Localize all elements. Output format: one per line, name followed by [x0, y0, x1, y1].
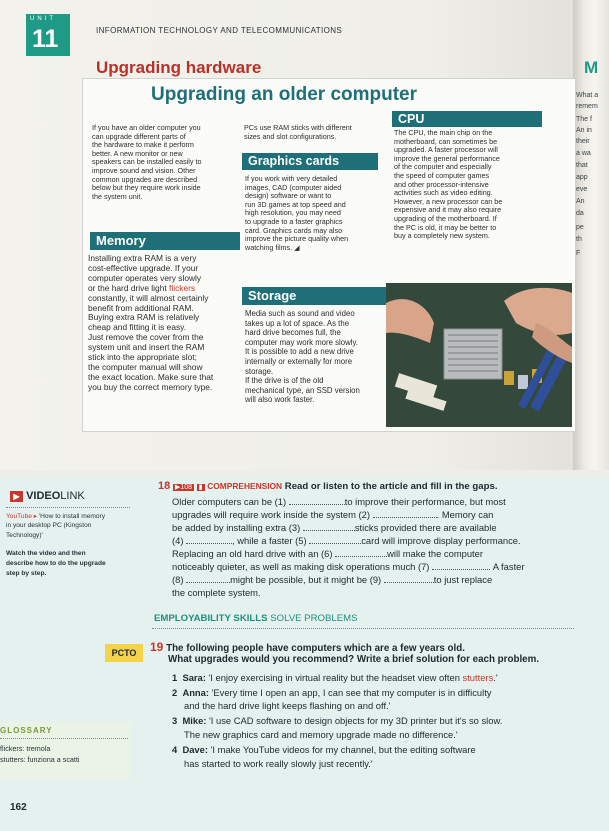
- audio-badge: ▶108: [174, 484, 192, 491]
- ex19-item-cont: The new graphics card and memory upgrade made no difference.': [184, 729, 458, 740]
- side-fragment: An: [576, 198, 585, 205]
- memory-heading: Memory: [90, 232, 240, 250]
- ram-continued: PCs use RAM sticks with different sizes and slot configurations.: [244, 123, 352, 141]
- cpu-heading: CPU: [392, 111, 542, 127]
- graphics-text: If you work with very detailed images, CAD (computer aided design) software or want to run 3D games at top speed and high resolution, you may need to upgrade to a faster graphics card. Graphics cards may also improve the picture quality when watching films. ◢: [245, 174, 349, 252]
- glossary-entry: flickers: tremola: [0, 744, 51, 753]
- side-fragment: What a: [576, 92, 599, 99]
- gap-7[interactable]: [432, 569, 488, 570]
- ex18-line: noticeably quieter, as well as making disk operations much (7) . A faster: [172, 561, 525, 572]
- ex18-line: (4) , while a faster (5) card will improve display performance.: [172, 535, 521, 546]
- unit-tab: [26, 14, 70, 56]
- skills-divider: [152, 628, 574, 629]
- videolink-box: [4, 484, 132, 592]
- reading-icon: ▮: [198, 484, 203, 491]
- gap-4[interactable]: [186, 543, 232, 544]
- end-mark: ◢: [294, 242, 300, 252]
- ex18-line: (8) might be possible, but it might be (9) to just replace: [172, 574, 493, 585]
- ex19-item: 3 Mike: 'I use CAD software to design objects for my 3D printer but it's so slow.: [172, 715, 503, 726]
- unit-word: UNIT: [30, 16, 56, 22]
- gap-3[interactable]: [303, 530, 355, 531]
- ex18-line: Older computers can be (1) to improve their performance, but most: [172, 496, 506, 507]
- glossary-entry: stutters: funziona a scatti: [0, 755, 80, 764]
- cpu-text: The CPU, the main chip on the motherboard, can sometimes be upgraded. A faster processor will improve the general performance of the computer and especially the speed of computer games and other processor-intensive activities such as video editing. However, a new processor can be expensive and it may also require upgrading of the motherboard. If the PC is old, it may be better to buy a completely new system.: [394, 128, 503, 241]
- ex18-heading: 18 ▶108 ▮ COMPREHENSION Read or listen to the article and fill in the gaps.: [158, 480, 498, 492]
- article-intro: If you have an older computer you can upgrade different parts of the hardware to make it perform better. A new monitor or new speakers can be installed easily to improve sound and vision. Other common upgrades are described below but they require work inside the system unit.: [92, 123, 202, 201]
- gap-1[interactable]: [289, 504, 345, 505]
- motherboard-illustration: [386, 283, 572, 427]
- video-icon: ▶: [10, 491, 23, 502]
- ex18-line: the complete system.: [172, 587, 261, 598]
- ex18-line: Replacing an old hard drive with an (6) will make the computer: [172, 548, 483, 559]
- pcto-badge: PCTO: [105, 644, 143, 662]
- ex19-item: 4 Dave: 'I make YouTube videos for my channel, but the editing software: [172, 744, 476, 755]
- skills-heading: EMPLOYABILITY SKILLS SOLVE PROBLEMS: [154, 613, 358, 624]
- storage-heading: Storage: [242, 287, 388, 305]
- side-fragment: An in: [576, 127, 592, 134]
- ex19-instruction: What upgrades would you recommend? Write a brief solution for each problem.: [168, 654, 540, 665]
- video-instruction: describe how to do the upgrade: [6, 560, 106, 567]
- gap-5[interactable]: [309, 543, 361, 544]
- ex19-item: 2 Anna: 'Every time I open an app, I can see that my computer is in difficulty: [172, 687, 492, 698]
- chapter-title: Upgrading hardware: [96, 58, 262, 77]
- glossary-divider: [0, 738, 128, 739]
- side-fragment: that: [576, 162, 588, 169]
- side-fragment: F: [576, 250, 581, 257]
- ex19-item-cont: and the hard drive light keeps flashing on and off.': [184, 700, 391, 711]
- side-fragment: th: [576, 236, 582, 243]
- video-title-line: Technology)': [6, 532, 43, 539]
- article-title: Upgrading an older computer: [151, 84, 418, 105]
- side-fragment: pe: [576, 224, 584, 231]
- youtube-link[interactable]: YouTube ▸ 'How to install memory: [6, 513, 106, 520]
- glossary-box: [0, 722, 130, 780]
- glossary-title: GLOSSARY: [0, 726, 53, 735]
- right-chapter-fragment: M: [584, 58, 599, 77]
- side-fragment: app: [576, 174, 588, 181]
- videolink-title: ▶ VIDEOLINK: [10, 490, 85, 502]
- gap-8[interactable]: [186, 582, 230, 583]
- side-fragment: da: [576, 210, 584, 217]
- side-fragment: The f: [576, 116, 592, 123]
- storage-text: Media such as sound and video takes up a lot of space. As the hard drive becomes full, the computer may work more slowly. It is possible to add a new drive internally or externally for more storage. If the drive is of the old mechanical type, an SSD version will also work faster.: [245, 309, 360, 405]
- ex18-line: upgrades will require work inside the system (2) . Memory can: [172, 509, 494, 520]
- video-title-line: in your desktop PC (Kingston: [6, 522, 92, 529]
- page-number: 162: [10, 802, 27, 813]
- side-fragment: remem: [576, 103, 598, 110]
- video-instruction: step by step.: [6, 570, 47, 577]
- unit-number: 11: [32, 25, 59, 53]
- graphics-heading: Graphics cards: [242, 153, 378, 170]
- gap-9[interactable]: [384, 582, 434, 583]
- motherboard-photo: [386, 283, 572, 427]
- video-instruction: Watch the video and then: [6, 550, 86, 557]
- ex19-item: 1 Sara: 'I enjoy exercising in virtual reality but the headset view often stutters.': [172, 672, 498, 683]
- gap-2[interactable]: [373, 517, 437, 518]
- videolink-divider: [6, 507, 130, 508]
- header-line: INFORMATION TECHNOLOGY AND TELECOMMUNICATIONS: [96, 26, 343, 35]
- memory-text: Installing extra RAM is a very cost-effective upgrade. If your computer operates very slowly or the hard drive light flickers constantly, it will almost certainly benefit from additional RAM. Buying extra RAM is relatively cheap and fitting it is easy. Just remove the cover from the system unit and insert the RAM stick into the appropriate slot; the computer manual will show the exact location. Make sure that you buy the correct memory type.: [88, 253, 214, 392]
- side-fragment: eve: [576, 186, 588, 193]
- side-fragment: a wa: [576, 150, 591, 157]
- ex18-line: be added by installing extra (3) sticks provided there are available: [172, 522, 497, 533]
- ex19-instruction: 19 The following people have computers which are a few years old.: [150, 640, 465, 654]
- side-fragment: their: [576, 138, 590, 145]
- gap-6[interactable]: [335, 556, 387, 557]
- ex19-item-cont: has started to work really slowly just recently.': [184, 758, 373, 769]
